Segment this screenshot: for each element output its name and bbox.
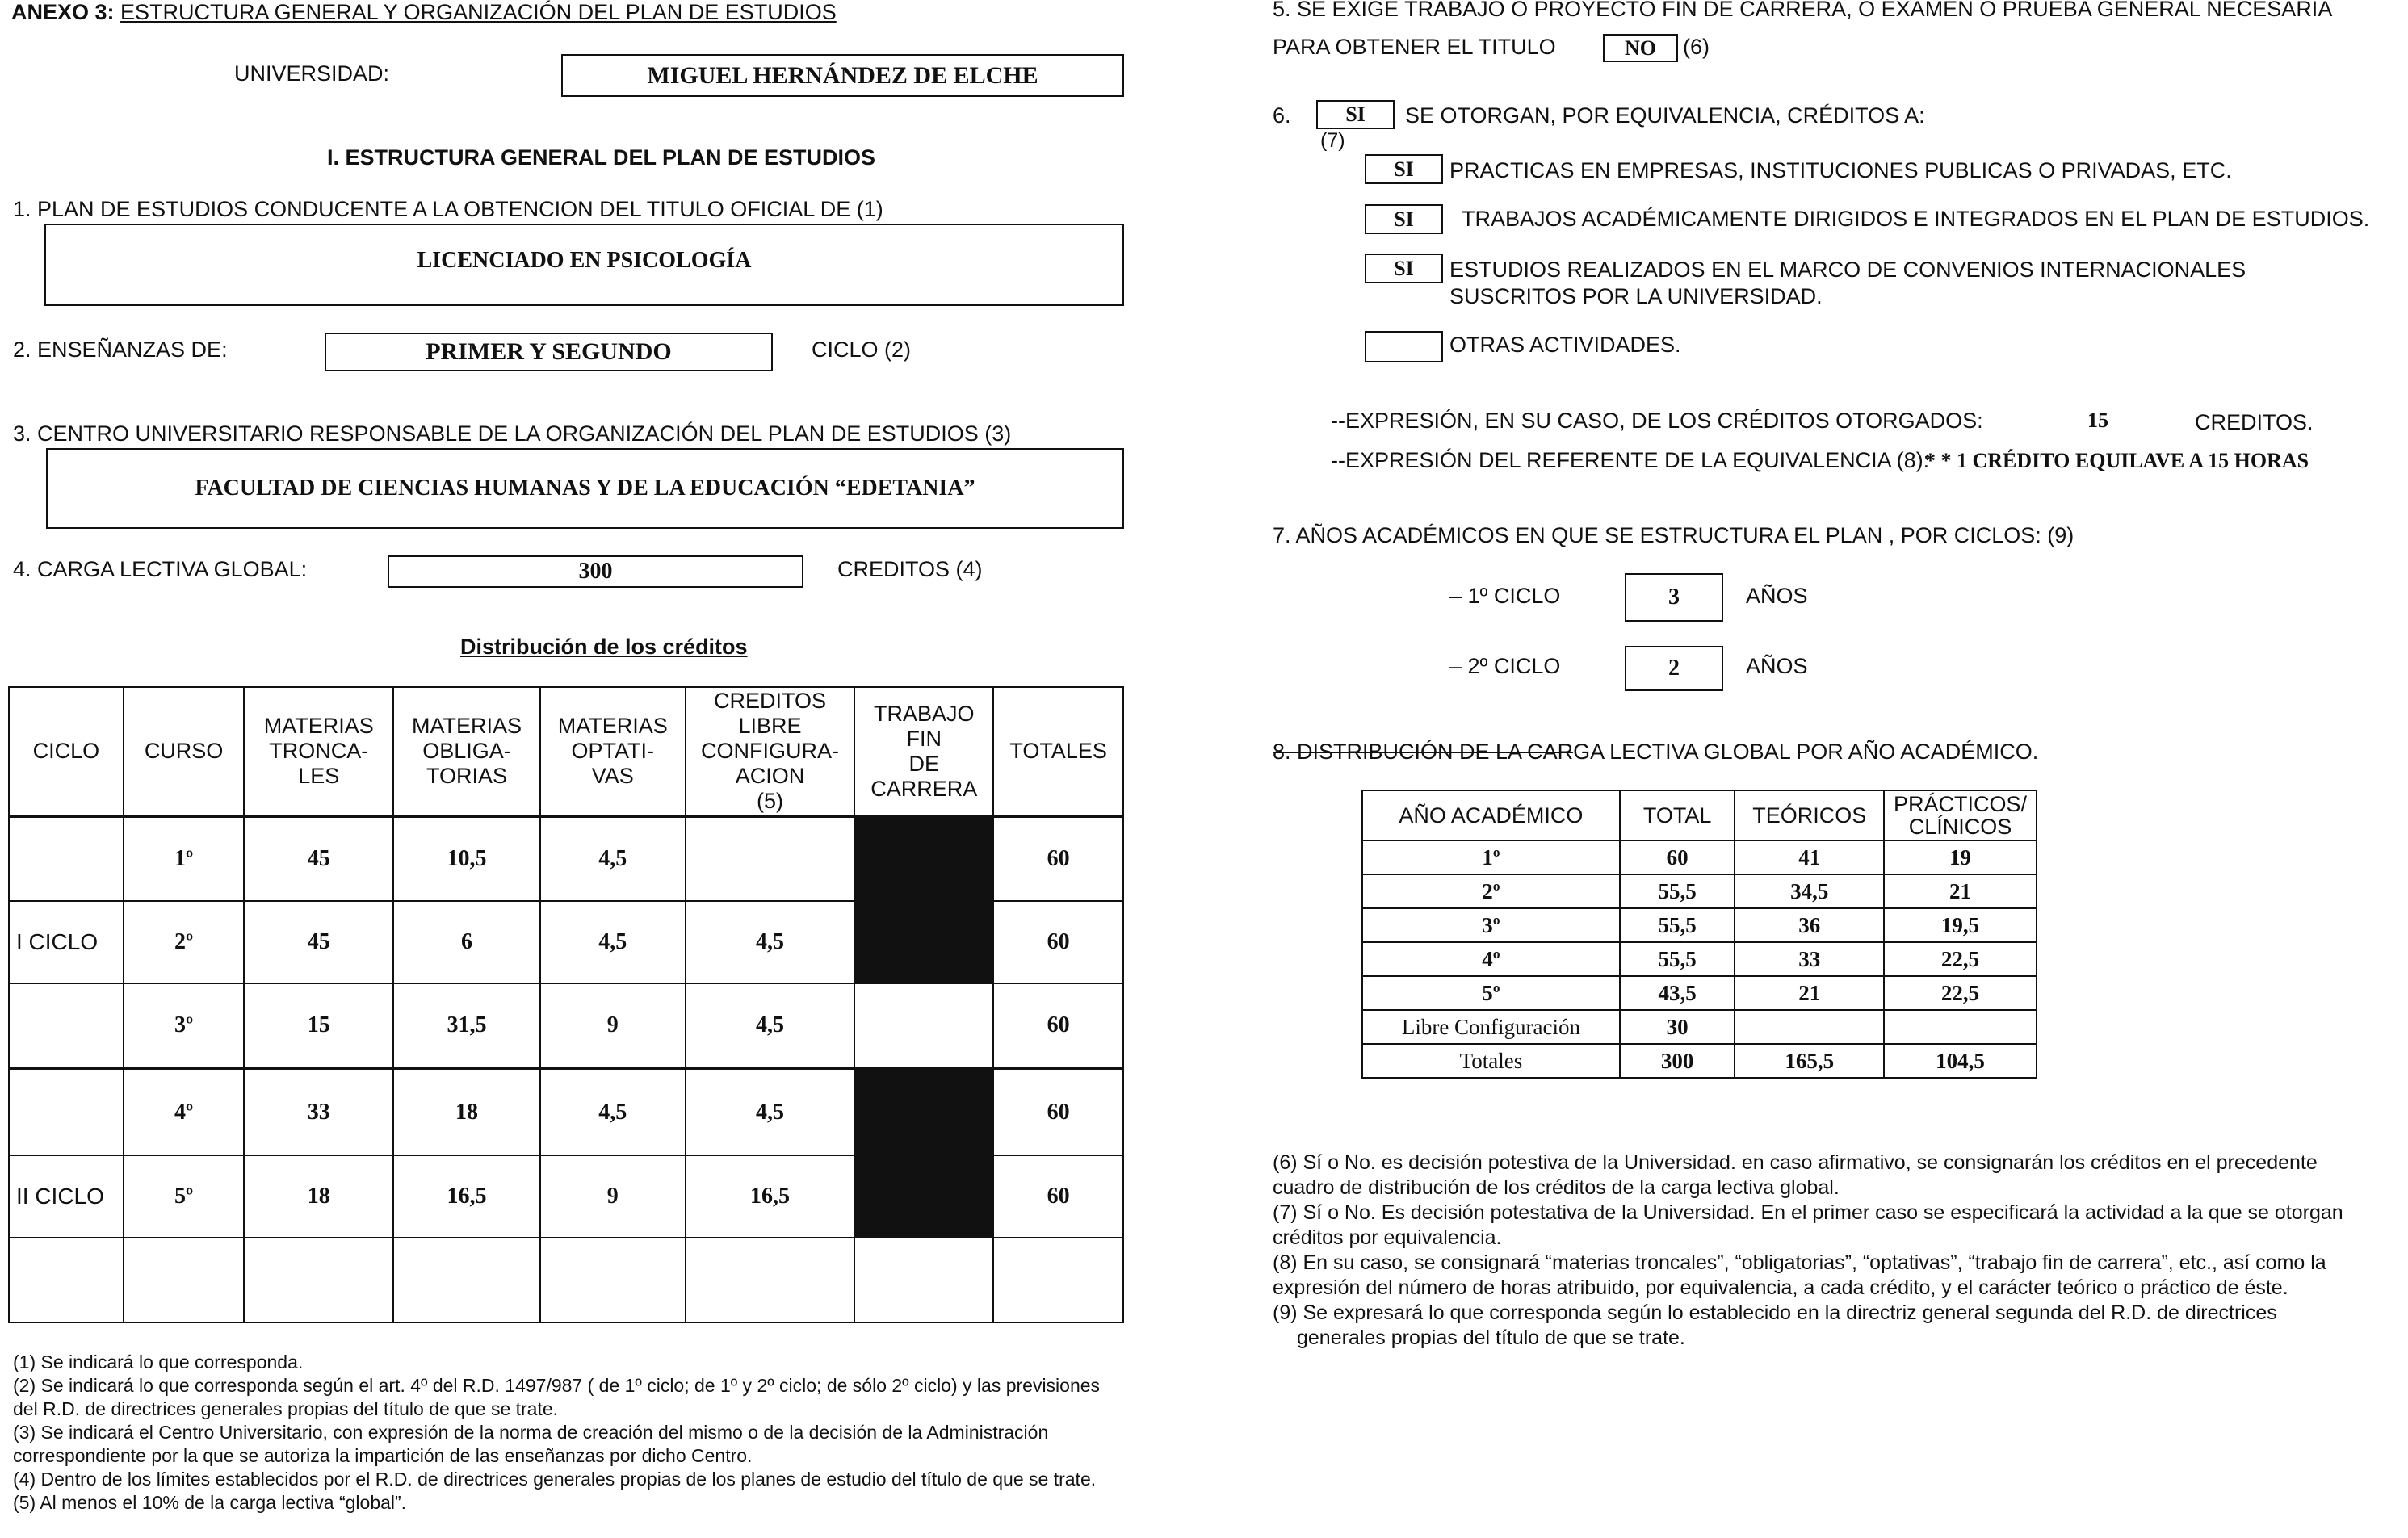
item8-rest: GA LECTIVA GLOBAL POR AÑO ACADÉMICO. xyxy=(1573,740,2039,764)
item2-suffix: CICLO (2) xyxy=(812,337,912,362)
cycle2-label: II CICLO xyxy=(9,1155,124,1238)
optativas-cell: 4,5 xyxy=(540,1068,686,1155)
trabajo-cell xyxy=(854,983,993,1068)
table-row xyxy=(1362,1010,2037,1044)
table-row-empty xyxy=(9,1238,1123,1322)
footnote: créditos por equivalencia. xyxy=(1273,1226,1502,1249)
item8-label xyxy=(1273,740,2038,765)
teoricos-cell: 41 xyxy=(1735,840,1884,874)
cycle2-years-unit: AÑOS xyxy=(1746,654,1808,678)
footnotes-left xyxy=(13,1351,1184,1515)
option-value xyxy=(1365,331,1443,362)
troncales-cell: 18 xyxy=(244,1155,393,1238)
item2-label: 2. ENSEÑANZAS DE: xyxy=(13,337,228,362)
header-ciclo: CICLO xyxy=(9,687,124,816)
item8-struck-prefix: 8. DISTRIBUCIÓN DE LA CAR xyxy=(1273,740,1574,764)
distribution-title: Distribución de los créditos xyxy=(460,635,748,659)
header-total: TOTAL xyxy=(1620,790,1735,840)
option-label: OTRAS ACTIVIDADES. xyxy=(1449,333,1681,357)
expr-ref-label: --EXPRESIÓN DEL REFERENTE DE LA EQUIVALENCIA (8): xyxy=(1331,448,1930,472)
table-row xyxy=(1362,874,2037,908)
item1-label: 1. PLAN DE ESTUDIOS CONDUCENTE A LA OBTENCION DEL TITULO OFICIAL DE (1) xyxy=(13,197,883,221)
header-troncales: MATERIAS TRONCA- LES xyxy=(244,687,393,816)
curso-cell: 2º xyxy=(124,901,245,983)
teoricos-cell: 34,5 xyxy=(1735,874,1884,908)
total-cell: 60 xyxy=(993,1068,1123,1155)
libre-cell: 16,5 xyxy=(686,1155,855,1238)
item5-value: NO xyxy=(1603,34,1678,62)
years-table xyxy=(1361,790,2037,1079)
option-value: SI xyxy=(1365,254,1443,283)
practicos-cell: 21 xyxy=(1884,874,2037,908)
header-libre: CREDITOS LIBRE CONFIGURA- ACION (5) xyxy=(686,687,855,816)
trabajo-cell-filled xyxy=(854,816,993,901)
footnote: cuadro de distribución de los créditos de la carga lectiva global. xyxy=(1273,1176,1840,1199)
cycle1-years-unit: AÑOS xyxy=(1746,584,1808,608)
obligatorias-cell: 6 xyxy=(393,901,540,983)
curso-cell: 5º xyxy=(124,1155,245,1238)
option-label: TRABAJOS ACADÉMICAMENTE DIRIGIDOS E INTEGRADOS EN EL PLAN DE ESTUDIOS. xyxy=(1462,207,2370,231)
distribution-table xyxy=(8,686,1124,1323)
table-row xyxy=(1362,1044,2037,1078)
footnote: (5) Al menos el 10% de la carga lectiva “global”. xyxy=(13,1492,407,1513)
practicos-cell: 22,5 xyxy=(1884,942,2037,976)
teoricos-cell: 33 xyxy=(1735,942,1884,976)
practicos-cell: 22,5 xyxy=(1884,976,2037,1010)
distribution-header-row xyxy=(9,687,1123,816)
university-value: MIGUEL HERNÁNDEZ DE ELCHE xyxy=(561,54,1124,97)
cycle2-years-value: 2 xyxy=(1625,646,1723,691)
item5-line1: 5. SE EXIGE TRABAJO O PROYECTO FIN DE CARRERA, O EXAMEN O PRUEBA GENERAL NECESARIA xyxy=(1273,0,2333,21)
troncales-cell: 45 xyxy=(244,901,393,983)
footnote: (3) Se indicará el Centro Universitario, con expresión de la norma de creación del mismo o de la decisión de la Administración xyxy=(13,1422,1049,1443)
total-cell: 60 xyxy=(993,901,1123,983)
footnote: (2) Se indicará lo que corresponda según el art. 4º del R.D. 1497/987 ( de 1º ciclo; de 1º y 2º ciclo; de sólo 2º ciclo) y las previsiones xyxy=(13,1375,1101,1396)
expr-ref-value: * * 1 CRÉDITO EQUILAVE A 15 HORAS xyxy=(1925,449,2309,472)
teoricos-cell xyxy=(1735,1010,1884,1044)
libre-cell: 4,5 xyxy=(686,983,855,1068)
expr-credits-unit: CREDITOS. xyxy=(2195,410,2314,434)
annex-heading xyxy=(11,0,837,25)
obligatorias-cell: 10,5 xyxy=(393,816,540,901)
total-cell: 60 xyxy=(993,1155,1123,1238)
teoricos-cell: 21 xyxy=(1735,976,1884,1010)
item6-number: 6. xyxy=(1273,103,1291,128)
optativas-cell: 9 xyxy=(540,1155,686,1238)
item5-note: (6) xyxy=(1683,35,1710,59)
practicos-cell: 19,5 xyxy=(1884,908,2037,942)
footnote: del R.D. de directrices generales propias del título de que se trate. xyxy=(13,1398,559,1419)
footnote: (6) Sí o No. es decisión potestiva de la Universidad. en caso afirmativo, se consignarán los créditos en el precedente xyxy=(1273,1151,2318,1174)
practicos-cell: 104,5 xyxy=(1884,1044,2037,1078)
total-cell: 300 xyxy=(1620,1044,1735,1078)
optativas-cell: 9 xyxy=(540,983,686,1068)
expr-credits-value: 15 xyxy=(2087,409,2108,432)
item7-label: 7. AÑOS ACADÉMICOS EN QUE SE ESTRUCTURA EL PLAN , POR CICLOS: (9) xyxy=(1273,523,2074,547)
table-row xyxy=(9,1155,1123,1238)
header-obligatorias: MATERIAS OBLIGA- TORIAS xyxy=(393,687,540,816)
item4-suffix: CREDITOS (4) xyxy=(837,557,983,581)
cycle2-years-label: – 2º CICLO xyxy=(1449,654,1561,678)
item3-value: FACULTAD DE CIENCIAS HUMANAS Y DE LA EDUCACIÓN “EDETANIA” xyxy=(46,448,1124,529)
troncales-cell: 33 xyxy=(244,1068,393,1155)
total-cell: 60 xyxy=(993,983,1123,1068)
total-cell: 55,5 xyxy=(1620,874,1735,908)
item4-label: 4. CARGA LECTIVA GLOBAL: xyxy=(13,557,308,581)
year-cell: Totales xyxy=(1362,1044,1620,1078)
table-row xyxy=(9,983,1123,1068)
total-cell: 55,5 xyxy=(1620,908,1735,942)
table-row xyxy=(1362,908,2037,942)
header-teoricos: TEÓRICOS xyxy=(1735,790,1884,840)
libre-cell xyxy=(686,816,855,901)
footnotes-right xyxy=(1273,1150,2403,1351)
header-practicos: PRÁCTICOS/ CLÍNICOS xyxy=(1884,790,2037,840)
total-cell: 60 xyxy=(1620,840,1735,874)
footnote: expresión del número de horas atribuido, por equivalencia, a cada crédito, y el carácter teórico o práctico de éste. xyxy=(1273,1276,2288,1299)
item6-label: SE OTORGAN, POR EQUIVALENCIA, CRÉDITOS A: xyxy=(1405,103,1925,128)
item3-label: 3. CENTRO UNIVERSITARIO RESPONSABLE DE LA ORGANIZACIÓN DEL PLAN DE ESTUDIOS (3) xyxy=(13,421,1012,446)
total-cell: 30 xyxy=(1620,1010,1735,1044)
option-label: PRACTICAS EN EMPRESAS, INSTITUCIONES PUBLICAS O PRIVADAS, ETC. xyxy=(1449,158,2232,182)
practicos-cell xyxy=(1884,1010,2037,1044)
item1-value: LICENCIADO EN PSICOLOGÍA xyxy=(44,224,1124,306)
total-cell: 55,5 xyxy=(1620,942,1735,976)
curso-cell: 1º xyxy=(124,816,245,901)
year-cell: Libre Configuración xyxy=(1362,1010,1620,1044)
header-curso: CURSO xyxy=(124,687,245,816)
year-cell: 5º xyxy=(1362,976,1620,1010)
troncales-cell: 45 xyxy=(244,816,393,901)
curso-cell: 4º xyxy=(124,1068,245,1155)
practicos-cell: 19 xyxy=(1884,840,2037,874)
header-ano: AÑO ACADÉMICO xyxy=(1362,790,1620,840)
footnote: (1) Se indicará lo que corresponda. xyxy=(13,1352,304,1372)
table-row xyxy=(1362,840,2037,874)
obligatorias-cell: 16,5 xyxy=(393,1155,540,1238)
header-trabajo: TRABAJO FIN DE CARRERA xyxy=(854,687,993,816)
expr-credits-label: --EXPRESIÓN, EN SU CASO, DE LOS CRÉDITOS OTORGADOS: xyxy=(1331,409,1983,433)
footnote: (4) Dentro de los límites establecidos por el R.D. de directrices generales propias de los planes de estudio del título de que se trate. xyxy=(13,1469,1097,1490)
libre-cell: 4,5 xyxy=(686,901,855,983)
table-row xyxy=(9,901,1123,983)
table-row xyxy=(1362,942,2037,976)
curso-cell: 3º xyxy=(124,983,245,1068)
years-header-row xyxy=(1362,790,2037,840)
year-cell: 3º xyxy=(1362,908,1620,942)
optativas-cell: 4,5 xyxy=(540,901,686,983)
year-cell: 4º xyxy=(1362,942,1620,976)
trabajo-cell-filled xyxy=(854,1155,993,1238)
annex-label: ANEXO 3: xyxy=(11,0,115,24)
header-totales: TOTALES xyxy=(993,687,1123,816)
item6-note: (7) xyxy=(1320,129,1345,152)
table-row xyxy=(9,816,1123,901)
teoricos-cell: 165,5 xyxy=(1735,1044,1884,1078)
optativas-cell: 4,5 xyxy=(540,816,686,901)
cycle1-years-value: 3 xyxy=(1625,573,1723,622)
cycle1-label: I CICLO xyxy=(9,901,124,983)
option-label-line2: SUSCRITOS POR LA UNIVERSIDAD. xyxy=(1449,284,1823,308)
year-cell: 1º xyxy=(1362,840,1620,874)
footnote: (8) En su caso, se consignará “materias troncales”, “obligatorias”, “optativas”, “trabajo fin de carrera”, etc., así como la xyxy=(1273,1251,2326,1274)
cycle1-years-label: – 1º CICLO xyxy=(1449,584,1561,608)
footnote: correspondiente por la que se autoriza la impartición de las enseñanzas por dicho Centro. xyxy=(13,1445,753,1466)
footnote: (9) Se expresará lo que corresponda según lo establecido en la directriz general segunda del R.D. de directrices xyxy=(1273,1301,2277,1324)
item2-value: PRIMER Y SEGUNDO xyxy=(325,333,773,371)
footnote: generales propias del título de que se trate. xyxy=(1297,1326,1685,1349)
annex-title: ESTRUCTURA GENERAL Y ORGANIZACIÓN DEL PLAN DE ESTUDIOS xyxy=(120,0,837,24)
option-value: SI xyxy=(1365,204,1443,234)
university-label: UNIVERSIDAD: xyxy=(234,61,390,86)
option-label xyxy=(1449,257,2246,310)
obligatorias-cell: 18 xyxy=(393,1068,540,1155)
troncales-cell: 15 xyxy=(244,983,393,1068)
table-row xyxy=(1362,976,2037,1010)
trabajo-cell-filled xyxy=(854,901,993,983)
header-optativas: MATERIAS OPTATI- VAS xyxy=(540,687,686,816)
libre-cell: 4,5 xyxy=(686,1068,855,1155)
item6-value: SI xyxy=(1316,100,1395,129)
table-row xyxy=(9,1068,1123,1155)
total-cell: 60 xyxy=(993,816,1123,901)
item5-line2: PARA OBTENER EL TITULO xyxy=(1273,35,1556,59)
section-title: I. ESTRUCTURA GENERAL DEL PLAN DE ESTUDIOS xyxy=(327,145,876,170)
footnote: (7) Sí o No. Es decisión potestativa de la Universidad. En el primer caso se especificará la actividad a la que se otorgan xyxy=(1273,1201,2343,1224)
item4-value: 300 xyxy=(388,555,803,588)
obligatorias-cell: 31,5 xyxy=(393,983,540,1068)
trabajo-cell-filled xyxy=(854,1068,993,1155)
teoricos-cell: 36 xyxy=(1735,908,1884,942)
year-cell: 2º xyxy=(1362,874,1620,908)
option-label-line1: ESTUDIOS REALIZADOS EN EL MARCO DE CONVENIOS INTERNACIONALES xyxy=(1449,258,2246,282)
total-cell: 43,5 xyxy=(1620,976,1735,1010)
option-value: SI xyxy=(1365,154,1443,184)
